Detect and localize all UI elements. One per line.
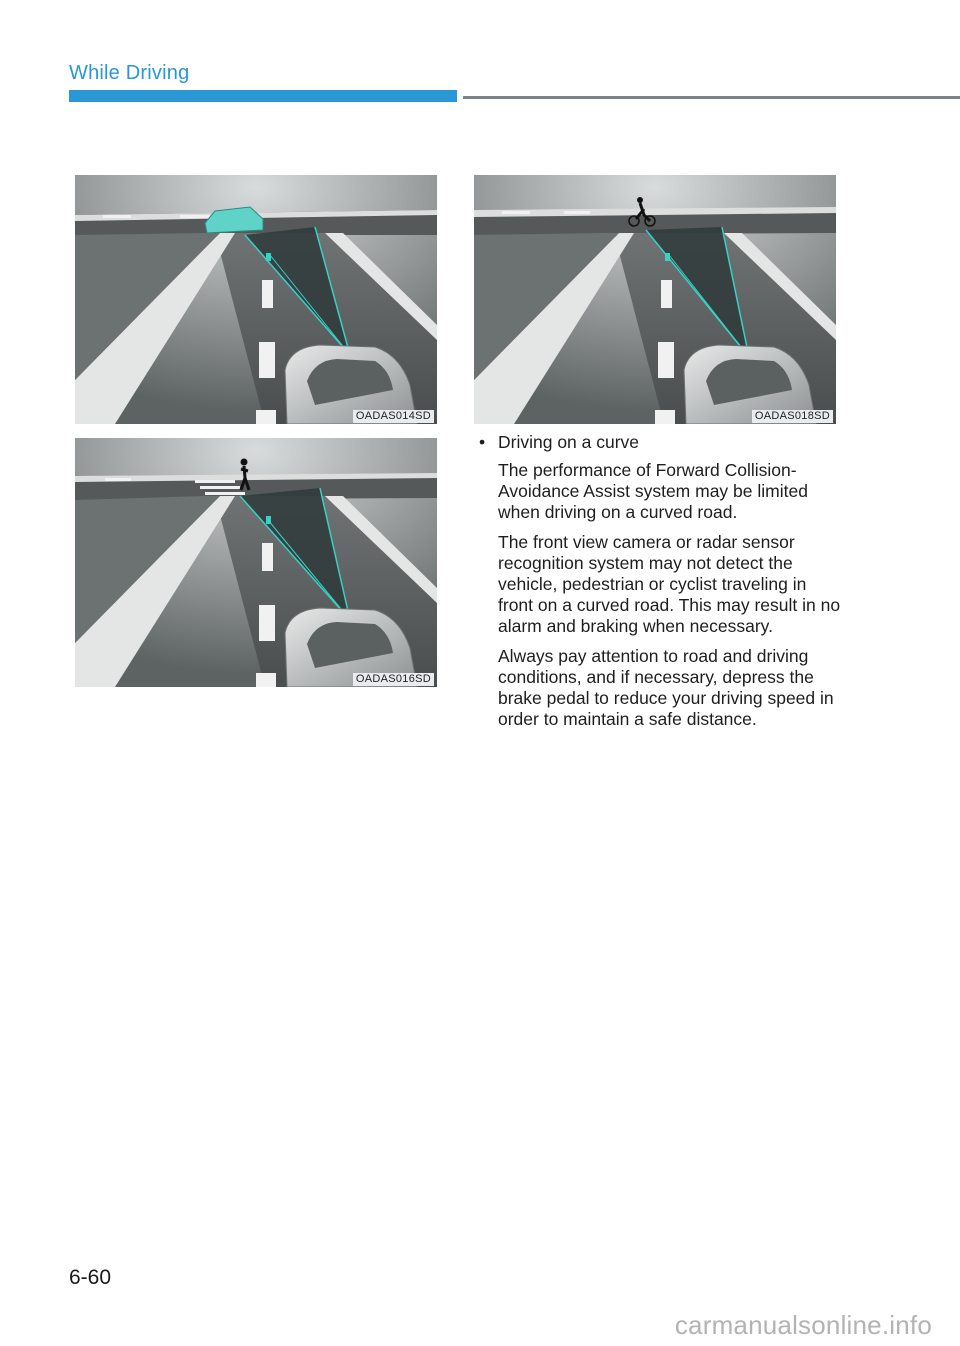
figure-cyclist-ahead xyxy=(474,175,836,424)
figure-vehicle-ahead xyxy=(75,175,437,424)
paragraph: Always pay attention to road and driving conditions, and if necessary, depress the brake pedal to reduce your driving speed in order to maintain a safe distance. xyxy=(498,646,834,729)
road-illustration xyxy=(75,175,437,424)
figure-code: OADAS014SD xyxy=(353,410,434,423)
watermark: carmanualsonline.info xyxy=(674,1310,932,1340)
bullet-item xyxy=(474,432,844,453)
header-rule xyxy=(463,96,960,99)
bullet-dot-icon: • xyxy=(479,432,486,452)
figure-code: OADAS018SD xyxy=(752,410,833,423)
section-title: While Driving xyxy=(69,62,190,84)
header-rule-accent xyxy=(69,90,457,102)
page-number: 6-60 xyxy=(69,1266,112,1289)
road-illustration xyxy=(75,438,437,687)
figure-code: OADAS016SD xyxy=(353,673,434,686)
paragraph: The front view camera or radar sensor recognition system may not detect the vehicle, pedestrian or cyclist traveling in front on a curved road. This may result in no alarm and braking when necessary. xyxy=(498,532,841,636)
bullet-heading: Driving on a curve xyxy=(498,432,640,452)
road-illustration xyxy=(474,175,836,424)
paragraph: The performance of Forward Collision-Avoidance Assist system may be limited when driving on a curved road. xyxy=(498,460,808,522)
text-column xyxy=(474,432,844,739)
figure-pedestrian-ahead xyxy=(75,438,437,687)
